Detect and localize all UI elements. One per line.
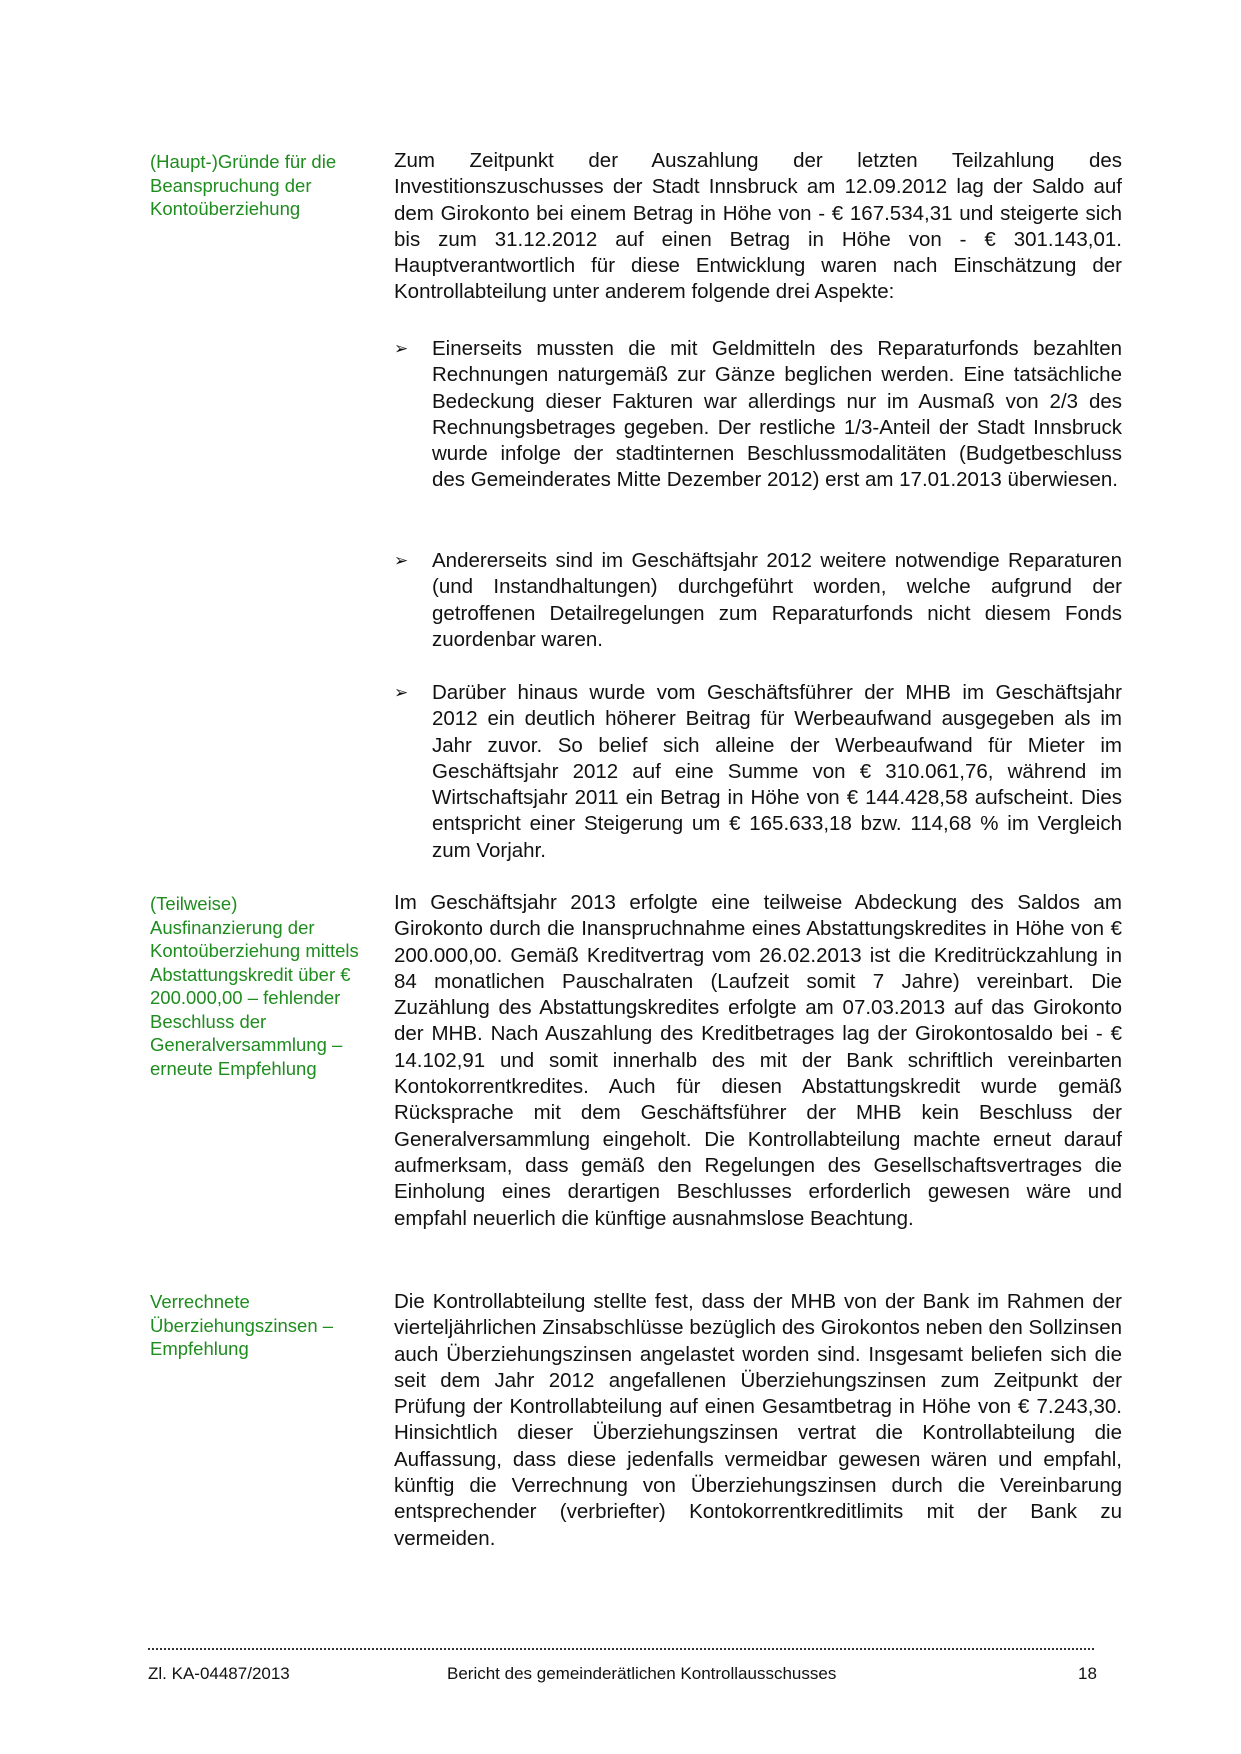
- footer-title: Bericht des gemeinderätlichen Kontrollausschusses: [447, 1664, 837, 1683]
- arrow-bullet-icon: ➢: [394, 683, 409, 702]
- bullet-item-2: [394, 548, 1122, 653]
- page-number: 18: [1078, 1664, 1097, 1683]
- paragraph-financing: Im Geschäftsjahr 2013 erfolgte eine teilweise Abdeckung des Saldos am Girokonto durch die Inanspruchnahme eines Abstattungskredites in Höhe von € 200.000,00. Gemäß Kreditvertrag vom 26.02.2013 ist die Kreditrückzahlung in 84 monatlichen Pauschalraten (Laufzeit somit 7 Jahre) vereinbart. Die Zuzählung des Abstattungskredites erfolgte am 07.03.2013 auf das Girokonto der MHB. Nach Auszahlung des Kreditbetrages lag der Girokontosaldo bei - € 14.102,91 und somit innerhalb des mit der Bank schriftlich vereinbarten Kontokorrentkredites. Auch für diesen Abstattungskredit wurde gemäß Rücksprache mit dem Geschäftsführer der MHB kein Beschluss der Generalversammlung eingeholt. Die Kontrollabteilung machte erneut darauf aufmerksam, dass gemäß den Regelungen des Gesellschaftsvertrages die Einholung eines derartigen Beschlusses erforderlich gewesen wäre und empfahl neuerlich die künftige ausnahmslose Beachtung.: [394, 891, 1122, 1230]
- bullet-item-3: [394, 680, 1122, 864]
- bullet-text: Darüber hinaus wurde vom Geschäftsführer der MHB im Geschäftsjahr 2012 ein deutlich höherer Beitrag für Werbeaufwand ausgegeben als im Jahr zuvor. So belief sich alleine der Werbeaufwand für Mieter im Geschäftsjahr 2012 auf eine Summe von € 310.061,76, während im Wirtschaftsjahr 2011 ein Betrag in Höhe von € 144.428,58 aufscheint. Dies entspricht einer Steigerung um € 165.633,18 bzw. 114,68 % im Vergleich zum Vorjahr.: [432, 681, 1122, 862]
- bullet-text: Einerseits mussten die mit Geldmitteln des Reparaturfonds bezahlten Rechnungen naturgemäß zur Gänze beglichen werden. Eine tatsächliche Bedeckung dieser Fakturen war allerdings nur im Ausmaß von 2/3 des Rechnungsbetrages gegeben. Der restliche 1/3-Anteil der Stadt Innsbruck wurde infolge der stadtinternen Beschlussmodalitäten (Budgetbeschluss des Gemeinderates Mitte Dezember 2012) erst am 17.01.2013 überwiesen.: [432, 337, 1122, 492]
- bullet-text: Andererseits sind im Geschäftsjahr 2012 weitere notwendige Reparaturen (und Instandhaltungen) durchgeführt worden, welche aufgrund der getroffenen Detailregelungen zum Reparaturfonds nicht diesem Fonds zuordenbar waren.: [432, 549, 1122, 651]
- footer-divider: [148, 1648, 1094, 1650]
- side-heading-reasons: (Haupt-)Gründe für die Beanspruchung der Kontoüberziehung: [150, 151, 337, 219]
- side-heading-interest: Verrechnete Überziehungszinsen – Empfehlung: [150, 1291, 334, 1359]
- bullet-item-1: [394, 336, 1122, 494]
- paragraph-interest: Die Kontrollabteilung stellte fest, dass der MHB von der Bank im Rahmen der vierteljährlichen Zinsabschlüsse bezüglich des Girokontos neben den Sollzinsen auch Überziehungszinsen angelastet worden sind. Insgesamt beliefen sich die seit dem Jahr 2012 angefallenen Überziehungszinsen zum Zeitpunkt der Prüfung der Kontrollabteilung auf einen Gesamtbetrag in Höhe von € 7.243,30. Hinsichtlich dieser Überziehungszinsen vertrat die Kontrollabteilung die Auffassung, dass diese jedenfalls vermeidbar gewesen wären und empfahl, künftig die Verrechnung von Überziehungszinsen durch die Vereinbarung entsprechender (verbriefter) Kontokorrentkreditlimits mit der Bank zu vermeiden.: [394, 1290, 1122, 1550]
- arrow-bullet-icon: ➢: [394, 339, 409, 358]
- footer-reference: Zl. KA-04487/2013: [148, 1664, 290, 1683]
- paragraph-reasons-intro: Zum Zeitpunkt der Auszahlung der letzten Teilzahlung des Investitionszuschusses der Stadt Innsbruck am 12.09.2012 lag der Saldo auf dem Girokonto bei einem Betrag in Höhe von - € 167.534,31 und steigerte sich bis zum 31.12.2012 auf einen Betrag in Höhe von - € 301.143,01. Hauptverantwortlich für diese Entwicklung waren nach Einschätzung der Kontrollabteilung unter anderem folgende drei Aspekte:: [394, 149, 1122, 304]
- side-heading-financing: (Teilweise) Ausfinanzierung der Kontoüberziehung mittels Abstattungskredit über € 200.000,00 – fehlender Beschluss der Generalversammlung – erneute Empfehlung: [150, 893, 359, 1079]
- arrow-bullet-icon: ➢: [394, 551, 409, 570]
